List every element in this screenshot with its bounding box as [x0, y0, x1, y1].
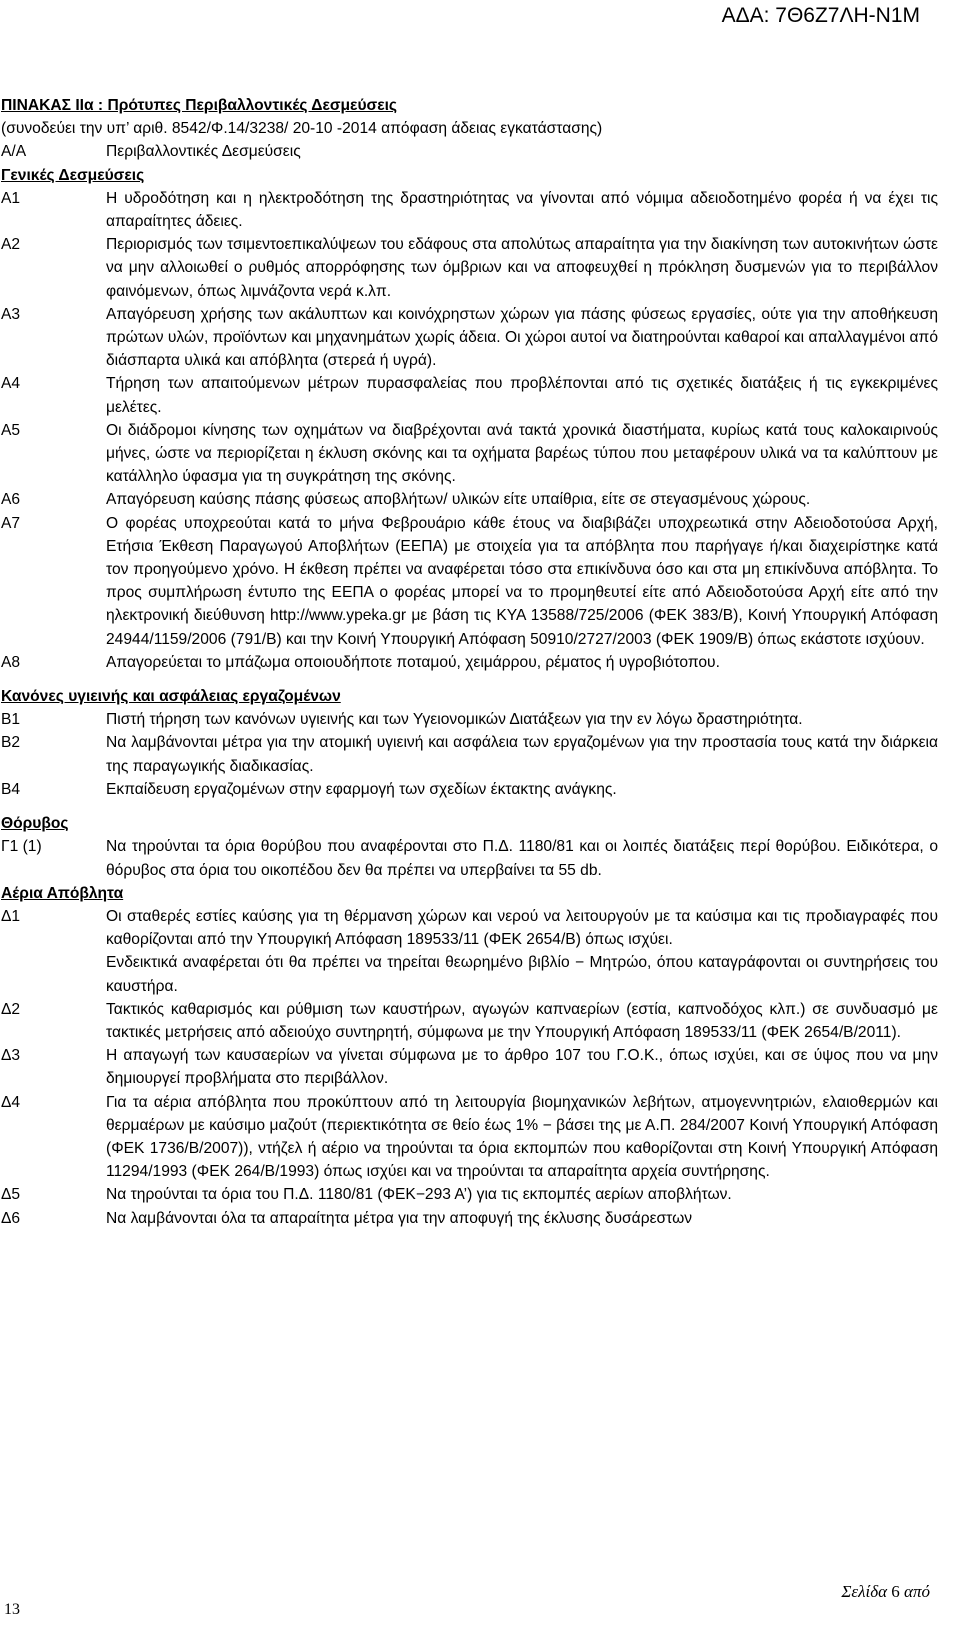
commitment-code: Γ1 (1)	[1, 838, 42, 856]
commitment-text	[106, 1207, 938, 1230]
page-label: Σελίδα	[841, 1582, 888, 1601]
commitment-text	[106, 512, 938, 651]
commitment-code: Α2	[1, 236, 21, 254]
commitment-paragraph: Οι σταθερές εστίες καύσης για τη θέρμανση χώρων και νερού να λειτουργούν με τα καύσιμα και τις προδιαγραφές που καθορίζονται από την Υπουργική Απόφαση 189533/11 (ΦΕΚ 2654/Β) όπως ισχύει.	[106, 907, 938, 949]
commitment-paragraph: Να λαμβάνονται όλα τα απαραίτητα μέτρα για την αποφυγή της έκλυσης δυσάρεστων	[106, 1209, 693, 1227]
commitment-code: Α4	[1, 375, 21, 393]
commitment-text	[106, 778, 938, 801]
table-subtitle: (συνοδεύει την υπ’ αριθ. 8542/Φ.14/3238/ 20-10 -2014 απόφαση άδειας εγκατάστασης)	[1, 120, 603, 138]
commitment-row	[1, 708, 938, 731]
commitment-paragraph: Οι διάδρομοι κίνησης των οχημάτων να διαβρέχονται ανά τακτά χρονικά διαστήματα, κυρίως κατά τους καλοκαιρινούς μήνες, ώστε να περιορίζεται η έκλυση σκόνης και τα οχήματα βαρέως τύπου που μεταφέρουν υλικά να τα καλύπτουν με κατάλληλο ύφασμα για τη συγκράτηση της σκόνης.	[106, 421, 938, 486]
commitment-text	[106, 998, 938, 1044]
ada-code: ΑΔΑ: 7Θ6Ζ7ΛΗ-Ν1Μ	[721, 4, 920, 27]
commitment-text	[106, 1091, 938, 1184]
commitment-text	[106, 419, 938, 489]
commitment-code: Α5	[1, 421, 21, 439]
commitment-text	[106, 1044, 938, 1090]
commitment-text	[106, 488, 938, 511]
commitment-row	[1, 998, 938, 1044]
commitment-paragraph: Να τηρούνται τα όρια θορύβου που αναφέρονται στο Π.Δ. 1180/81 και οι λοιπές διατάξεις περί θορύβου. Ειδικότερα, ο θόρυβος στα όρια του οικοπέδου δεν θα πρέπει να υπερβαίνει τα 55 db.	[106, 838, 938, 879]
commitment-paragraph: Πιστή τήρηση των κανόνων υγιεινής και των Υγειονομικών Διατάξεων για την εν λόγω δραστηριότητα.	[106, 711, 803, 729]
commitment-text	[106, 1183, 938, 1206]
commitment-paragraph: Να τηρούνται τα όρια του Π.Δ. 1180/81 (ΦΕΚ−293 Α’) για τις εκπομπές αερίων αποβλήτων.	[106, 1186, 732, 1204]
page-total: 13	[4, 1601, 20, 1618]
section-spacer	[1, 801, 938, 812]
commitment-row	[1, 905, 938, 998]
section-spacer	[1, 674, 938, 685]
page-number: 6	[891, 1582, 900, 1601]
commitment-code: Α8	[1, 653, 21, 671]
commitment-code: Α7	[1, 514, 21, 532]
commitment-text	[106, 835, 938, 881]
commitment-row	[1, 233, 938, 303]
commitment-paragraph: Απαγόρευση καύσης πάσης φύσεως αποβλήτων/ υλικών είτε υπαίθρια, είτε σε στεγασμένους χώρους.	[106, 491, 811, 509]
section-heading: Αέρια Απόβλητα	[1, 884, 124, 902]
section-heading: Γενικές Δεσμεύσεις	[1, 166, 145, 184]
column-header-code: Α/Α	[1, 143, 27, 161]
commitment-paragraph: Τήρηση των απαιτούμενων μέτρων πυρασφαλείας που προβλέπονται από τις σχετικές διατάξεις ή τις εγκεκριμένες μελέτες.	[106, 375, 938, 416]
commitment-paragraph: Τακτικός καθαρισμός και ρύθμιση των καυστήρων, αγωγών καπναερίων (εστία, καπνοδόχος κλπ.) σε συνδυασμό με τακτικές μετρήσεις από αδειούχο συντηρητή, σύμφωνα με την Υπουργική Απόφαση 189533/11 (ΦΕΚ 2654/Β/2011).	[106, 1000, 938, 1041]
commitment-row	[1, 835, 938, 881]
commitment-text	[106, 731, 938, 777]
page-footer	[841, 1582, 930, 1602]
commitment-paragraph: Η απαγωγή των καυσαερίων να γίνεται σύμφωνα με το άρθρο 107 του Γ.Ο.Κ., όπως ισχύει, και σε ύψος που να μην δημιουργεί προβλήματα στο περιβάλλον.	[106, 1047, 938, 1088]
commitment-row	[1, 512, 938, 651]
commitment-code: Δ4	[1, 1093, 21, 1111]
commitment-code: Β2	[1, 734, 21, 752]
commitment-row	[1, 303, 938, 373]
commitment-row	[1, 1044, 938, 1090]
commitment-row	[1, 1207, 938, 1230]
section	[1, 164, 938, 674]
commitment-paragraph: Περιορισμός των τσιμεντοεπικαλύψεων του εδάφους στα απολύτως απαραίτητα για την διακίνηση των αυτοκινήτων ώστε να μην αλλοιωθεί ο ρυθμός απορρόφησης των όμβριων και να αποφευχθεί η πρόκληση δυσμενών για το περιβάλλον φαινόμενων, όπως λιμνάζοντα νερά κ.λπ.	[106, 236, 938, 300]
commitment-paragraph: Απαγόρευση χρήσης των ακάλυπτων και κοινόχρηστων χώρων για πάσης φύσεως εργασίες, ούτε για την αποθήκευση πρώτων υλών, προϊόντων και μηχανημάτων χωρίς άδεια. Οι χώροι αυτοί να διατηρούνται καθαροί και απαλλαγμένοι από διάσπαρτα υλικά και απόβλητα (στερεά ή υγρά).	[106, 305, 938, 370]
commitment-code: Δ5	[1, 1186, 21, 1204]
commitment-row	[1, 778, 938, 801]
section-heading: Θόρυβος	[1, 815, 69, 833]
commitment-row	[1, 1091, 938, 1184]
commitment-paragraph: Εκπαίδευση εργαζομένων στην εφαρμογή των σχεδίων έκτακτης ανάγκης.	[106, 780, 617, 798]
commitment-paragraph: Απαγορεύεται το μπάζωμα οποιουδήποτε ποταμού, χειμάρρου, ρέματος ή υγροβιότοπου.	[106, 653, 720, 671]
commitment-row	[1, 187, 938, 233]
section-heading: Κανόνες υγιεινής και ασφάλειας εργαζομένων	[1, 688, 341, 706]
commitment-paragraph: Να λαμβάνονται μέτρα για την ατομική υγιεινή και ασφάλεια των εργαζομένων για την προστασία τους κατά την διάρκεια της παραγωγικής διαδικασίας.	[106, 734, 938, 775]
commitment-paragraph: Η υδροδότηση και η ηλεκτροδότηση της δραστηριότητας να γίνονται από νόμιμα αδειοδοτημένο φορέα ή να έχει τις απαραίτητες άδειες.	[106, 189, 938, 231]
commitment-text	[106, 372, 938, 418]
commitment-row	[1, 651, 938, 674]
commitment-text	[106, 905, 938, 998]
commitment-code: Δ1	[1, 907, 21, 925]
commitment-code: Δ6	[1, 1209, 21, 1227]
section	[1, 882, 938, 1230]
commitment-row	[1, 372, 938, 418]
section	[1, 801, 938, 882]
commitment-code: Β1	[1, 711, 21, 729]
commitment-code: Δ2	[1, 1000, 21, 1018]
commitment-code: Α3	[1, 305, 21, 323]
table-title: ΠΙΝΑΚΑΣ ΙΙα : Πρότυπες Περιβαλλοντικές Δεσμεύσεις	[1, 97, 398, 114]
commitment-text	[106, 187, 938, 233]
commitment-text	[106, 303, 938, 373]
commitment-paragraph: Ο φορέας υποχρεούται κατά το μήνα Φεβρουάριο κάθε έτους να διαβιβάζει υποχρεωτικά στην Αδειοδοτούσα Αρχή, Ετήσια Έκθεση Παραγωγού Αποβλήτων (ΕΕΠΑ) με στοιχεία για τα απόβλητα που παρήγαγε ή/και διαχειρίστηκε κατά τον προηγούμενο χρόνο. Η έκθεση πρέπει να αναφέρεται τόσο στα επικίνδυνα όσο και στα μη επικίνδυνα απόβλητα. Το προς συμπλήρωση έντυπο της ΕΕΠΑ ο φορέας μπορεί να το προμηθευτεί είτε από Αδειοδοτούσα Αρχή είτε από την ηλεκτρονική διεύθυνση http://www.ypeka.gr με βάση τις ΚΥΑ 13588/725/2006 (ΦΕΚ 383/Β), Κοινή Υπουργική Απόφαση 24944/1159/2006 (791/Β) και την Κοινή Υπουργική Απόφαση 50910/2727/2003 (ΦΕΚ 1909/Β) όπως εκάστοτε ισχύουν.	[106, 514, 938, 648]
commitment-paragraph: Ενδεικτικά αναφέρεται ότι θα πρέπει να τηρείται θεωρημένο βιβλίο − Μητρώο, όπου καταγράφονται οι συντηρήσεις του καυστήρα.	[106, 954, 938, 995]
column-header-text: Περιβαλλοντικές Δεσμεύσεις	[106, 143, 301, 161]
commitment-code: Α6	[1, 491, 21, 509]
commitment-text	[106, 233, 938, 303]
section	[1, 674, 938, 801]
commitment-code: Δ3	[1, 1047, 21, 1065]
commitment-row	[1, 488, 938, 511]
commitment-row	[1, 731, 938, 777]
commitment-code: Α1	[1, 189, 21, 207]
commitment-paragraph: Για τα αέρια απόβλητα που προκύπτουν από τη λειτουργία βιομηχανικών λεβήτων, ατμογεννητριών, ελαιοθερμών και θερμαέρων με καύσιμο μαζούτ (περιεκτικότητα σε θείο έως 1% − βάσει της με Α.Π. 284/2007 Κοινή Υπουργική Απόφαση (ΦΕΚ 1736/Β/2007)), ντήζελ ή αέριο να τηρούνται τα όρια εκπομπών που καθορίζονται στη Κοινή Υπουργική Απόφαση 11294/1993 (ΦΕΚ 264/Β/1993) όπως ισχύει και να τηρούνται τα απαραίτητα αρχεία συντήρησης.	[106, 1093, 938, 1181]
commitment-code: Β4	[1, 780, 21, 798]
commitment-row	[1, 1183, 938, 1206]
column-headers	[1, 140, 938, 163]
of-label: από	[904, 1582, 930, 1601]
commitment-text	[106, 651, 938, 674]
commitment-row	[1, 419, 938, 489]
commitment-text	[106, 708, 938, 731]
document-body	[1, 94, 938, 1230]
sections	[1, 164, 938, 1230]
